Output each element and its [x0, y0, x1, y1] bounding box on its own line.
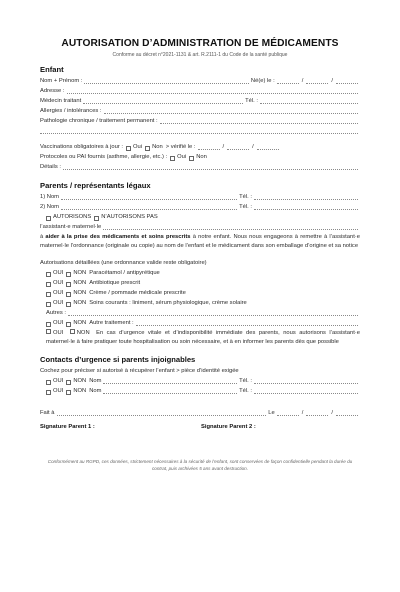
auth-oui-checkbox[interactable] [46, 302, 51, 307]
urgence-non-label: NON [76, 329, 90, 336]
contact-tel-label: Tél. : [239, 377, 252, 384]
pathologie-field[interactable] [160, 123, 358, 124]
allergies-field[interactable] [104, 113, 358, 114]
auth-oui-label: OUI [53, 299, 64, 306]
pathologie-field-line2[interactable] [40, 133, 358, 134]
autre-traitement-oui-label: OUI [53, 319, 64, 326]
parent2-tel-field[interactable] [254, 209, 358, 210]
urgence-oui-checkbox[interactable] [46, 329, 51, 334]
contact-nom-label: Nom [89, 387, 102, 394]
row-autorisations-label [40, 258, 360, 268]
n-autorisons-label: N’AUTORISONS PAS [101, 214, 158, 220]
signature-parent2-label[interactable]: Signature Parent 2 : [201, 423, 256, 430]
row-nom-prenom [40, 76, 360, 86]
medecin-label: Médecin traitant [40, 98, 82, 104]
auth-item-label: Antibiotique prescrit [89, 279, 141, 286]
details-label: Détails : [40, 164, 61, 170]
auth-oui-label: OUI [53, 269, 64, 276]
le-year-field[interactable] [336, 415, 358, 416]
section-enfant-heading: Enfant [40, 65, 64, 74]
row-parent1 [40, 192, 360, 202]
parent1-tel-field[interactable] [254, 199, 358, 200]
row-parent2 [40, 202, 360, 212]
naissance-label: Né(e) le : [250, 78, 275, 84]
autre-traitement-non-label: NON [73, 319, 87, 326]
autre-traitement-label: Autre traitement : [89, 319, 134, 326]
auth-oui-checkbox[interactable] [46, 282, 51, 287]
contact-non-label: NON [73, 377, 87, 384]
contact-nom-field[interactable] [103, 383, 237, 384]
auth-item-row [40, 298, 360, 308]
row-autres [40, 308, 360, 318]
row-allergies [40, 106, 360, 116]
naissance-year-field[interactable] [336, 83, 358, 84]
row-fait-a [40, 408, 360, 418]
auth-item-row [40, 288, 360, 298]
urgence-text: En cas d’urgence vitale et d’indisponibilité immédiate des parents, nous autorisons l’assistant·e maternel·le à faire pratiquer toute hospitalisation ou soin nécessaire, et à en informer les parents dès que possible [46, 329, 360, 346]
contact-non-label: NON [73, 387, 87, 394]
contact-non-checkbox[interactable] [66, 380, 71, 385]
contact-nom-field[interactable] [103, 393, 237, 394]
parent2-tel-label: Tél. : [239, 204, 252, 210]
protocoles-non-label: Non [196, 154, 207, 160]
contact-row [40, 376, 360, 386]
date-separator: / [252, 144, 254, 150]
row-assistant [40, 222, 360, 232]
auth-oui-label: OUI [53, 289, 64, 296]
date-separator: / [222, 144, 225, 150]
autre-traitement-field[interactable] [136, 325, 358, 326]
auth-item-row [40, 268, 360, 278]
auth-oui-checkbox[interactable] [46, 292, 51, 297]
autre-traitement-oui-checkbox[interactable] [46, 322, 51, 327]
verifie-month-field[interactable] [227, 149, 249, 150]
verifie-year-field[interactable] [257, 149, 279, 150]
medecin-tel-field[interactable] [260, 103, 358, 104]
pathologie-label: Pathologie chronique / traitement permanent : [40, 118, 158, 124]
verifie-label: > vérifié le : [165, 144, 196, 150]
urgence-non-checkbox[interactable] [70, 329, 75, 334]
autorisations-label: Autorisations détaillées (une ordonnance valide reste obligatoire) [40, 259, 207, 266]
adresse-label: Adresse : [40, 88, 65, 94]
protocoles-non-checkbox[interactable] [189, 156, 194, 161]
signature-parent1-label[interactable]: Signature Parent 1 : [40, 423, 95, 430]
parent1-nom-label: 1) Nom [40, 194, 60, 200]
parent2-nom-field[interactable] [61, 209, 237, 210]
fait-field[interactable] [57, 415, 267, 416]
le-month-field[interactable] [306, 415, 328, 416]
contacts-intro: Cochez pour préciser si autorisé à récupérer l’enfant > pièce d’identité exigée [40, 367, 239, 374]
contact-oui-checkbox[interactable] [46, 390, 51, 395]
auth-non-label: NON [73, 289, 87, 296]
le-day-field[interactable] [277, 415, 299, 416]
row-medecin [40, 96, 360, 106]
row-autorisons [40, 212, 360, 222]
engagement-bold-text: aider à la prise des médicaments et soins prescrits [45, 234, 191, 240]
urgence-oui-label: OUI [53, 329, 64, 336]
auth-item-label: Paracétamol / antipyrétique [89, 269, 160, 276]
auth-non-label: NON [73, 269, 87, 276]
date-separator: / [301, 78, 304, 84]
contact-non-checkbox[interactable] [66, 390, 71, 395]
parent2-nom-label: 2) Nom [40, 204, 60, 210]
auth-oui-checkbox[interactable] [46, 272, 51, 277]
row-adresse [40, 86, 360, 96]
engagement-paragraph [40, 233, 360, 252]
urgence-paragraph [40, 329, 360, 348]
vaccinations-oui-label: Oui [133, 144, 143, 150]
vaccinations-non-label: Non [152, 144, 163, 150]
date-separator: / [301, 409, 304, 416]
protocoles-oui-label: Oui [177, 154, 187, 160]
vaccinations-non-checkbox[interactable] [145, 146, 150, 151]
nom-prenom-field[interactable] [84, 83, 249, 84]
engagement-text-start: à [40, 234, 46, 240]
auth-non-label: NON [73, 299, 87, 306]
assistant-field[interactable] [103, 229, 358, 230]
nom-prenom-label: Nom + Prénom : [40, 78, 83, 84]
verifie-day-field[interactable] [198, 149, 220, 150]
medecin-tel-label: Tél. : [245, 98, 258, 104]
assistant-label: l’assistant·e maternel·le [40, 224, 102, 230]
protocoles-oui-checkbox[interactable] [170, 156, 175, 161]
contact-oui-label: OUI [53, 387, 64, 394]
autorisons-label: AUTORISONS [53, 214, 92, 220]
rgpd-footnote: Conformément au RGPD, ces données, strictement nécessaires à la sécurité de l’enfant, sont conservées de façon confidentielle pendant la durée du contrat, puis archivées 5 ans avant destruction. [47, 458, 353, 472]
contact-tel-label: Tél. : [239, 387, 252, 394]
section-contacts-heading: Contacts d’urgence si parents injoignables [40, 354, 196, 364]
auth-non-checkbox[interactable] [66, 282, 71, 287]
contact-tel-field[interactable] [254, 393, 358, 394]
fait-label: Fait à [40, 409, 55, 416]
auth-item-label: Crème / pommade médicale prescrite [89, 289, 186, 296]
contact-row [40, 386, 360, 396]
date-separator: / [331, 78, 333, 84]
parent1-tel-label: Tél. : [239, 194, 252, 200]
auth-non-label: NON [73, 279, 87, 286]
medecin-field[interactable] [83, 103, 243, 104]
row-pathologie [40, 116, 360, 126]
row-contacts-intro [40, 366, 360, 376]
row-vaccinations [40, 142, 360, 152]
row-details [40, 162, 360, 172]
auth-item-label: Soins courants : liniment, sérum physiologique, crème solaire [89, 299, 247, 306]
vaccinations-oui-checkbox[interactable] [126, 146, 131, 151]
contact-tel-field[interactable] [254, 383, 358, 384]
auth-non-checkbox[interactable] [66, 292, 71, 297]
contact-oui-checkbox[interactable] [46, 380, 51, 385]
adresse-field[interactable] [67, 93, 359, 94]
row-autre-traitement [40, 318, 360, 328]
vaccinations-label: Vaccinations obligatoires à jour : [40, 144, 124, 150]
naissance-day-field[interactable] [277, 83, 299, 84]
autre-traitement-non-checkbox[interactable] [66, 322, 71, 327]
contact-oui-label: OUI [53, 377, 64, 384]
naissance-month-field[interactable] [306, 83, 328, 84]
parent1-nom-field[interactable] [61, 199, 237, 200]
autres-field[interactable] [68, 315, 358, 316]
n-autorisons-checkbox[interactable] [94, 216, 99, 221]
form-title: AUTORISATION D’ADMINISTRATION DE MÉDICAMENTS [61, 38, 339, 49]
auth-non-checkbox[interactable] [66, 272, 71, 277]
form-subtitle: Conforme au décret n°2021-1131 & art. R.2111-1 du Code de la santé publique [112, 52, 288, 58]
signatures [40, 424, 360, 430]
row-pathologie-cont [40, 126, 360, 136]
autres-label: Autres : [46, 309, 66, 316]
auth-item-row [40, 278, 360, 288]
auth-non-checkbox[interactable] [66, 302, 71, 307]
details-field[interactable] [63, 169, 358, 170]
auth-oui-label: OUI [53, 279, 64, 286]
allergies-label: Allergies / intolérances : [40, 108, 102, 114]
engagement-text-end: à notre enfant. Nous nous engageons à remettre à l’assistant·e maternel·le l’ordonnance (originale ou copie) au nom de l’enfant et le médicament dans son emballage d’origine et sa notice [40, 234, 361, 250]
section-parents-heading: Parents / représentants légaux [40, 181, 151, 190]
autorisons-checkbox[interactable] [46, 216, 51, 221]
contact-nom-label: Nom [89, 377, 102, 384]
le-label: Le [268, 409, 275, 416]
date-separator: / [331, 409, 333, 416]
protocoles-label: Protocoles ou PAI fournis (asthme, allergie, etc.) : [40, 154, 168, 160]
row-protocoles [40, 152, 360, 162]
